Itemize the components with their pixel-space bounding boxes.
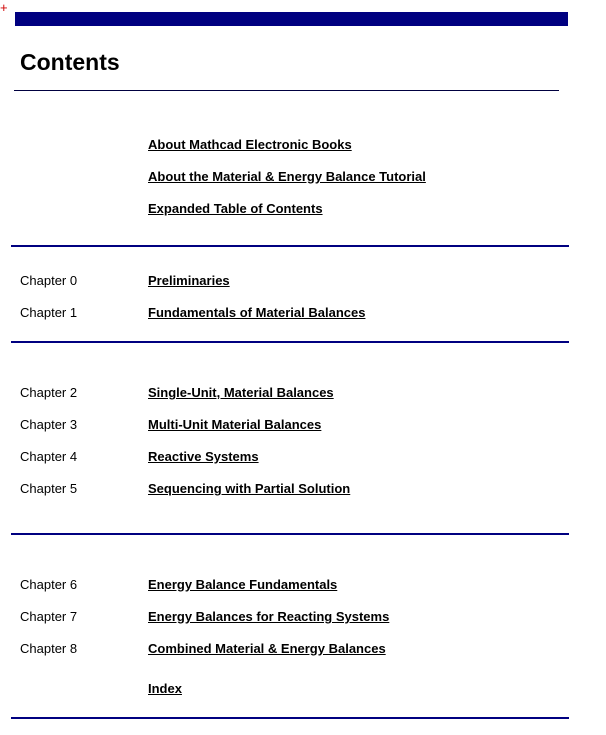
chapter-label: Chapter 4 bbox=[20, 449, 78, 464]
chapter-label: Chapter 3 bbox=[20, 417, 78, 432]
chapter-link[interactable]: Reactive Systems bbox=[148, 449, 259, 464]
chapter-label: Chapter 1 bbox=[20, 305, 78, 320]
link-about-mathcad-electronic-books[interactable]: About Mathcad Electronic Books bbox=[148, 137, 352, 152]
chapter-link[interactable]: Energy Balances for Reacting Systems bbox=[148, 609, 390, 624]
chapter-label: Chapter 7 bbox=[20, 609, 78, 624]
title-divider bbox=[14, 90, 559, 91]
section-divider bbox=[11, 533, 569, 535]
section-divider bbox=[11, 717, 569, 719]
chapter-link[interactable]: Preliminaries bbox=[148, 273, 230, 288]
page-title: Contents bbox=[20, 49, 120, 75]
crosshair-cursor-icon: + bbox=[0, 0, 8, 15]
chapter-link[interactable]: Energy Balance Fundamentals bbox=[148, 577, 338, 592]
chapter-link[interactable]: Fundamentals of Material Balances bbox=[148, 305, 366, 320]
chapter-link[interactable]: Single-Unit, Material Balances bbox=[148, 385, 334, 400]
link-about-material-energy-tutorial[interactable]: About the Material & Energy Balance Tutorial bbox=[148, 169, 426, 184]
chapter-label: Chapter 8 bbox=[20, 641, 78, 656]
chapter-link[interactable]: Combined Material & Energy Balances bbox=[148, 641, 386, 656]
chapter-link[interactable]: Sequencing with Partial Solution bbox=[148, 481, 351, 496]
chapter-link[interactable]: Multi-Unit Material Balances bbox=[148, 417, 322, 432]
chapter-label: Chapter 2 bbox=[20, 385, 78, 400]
chapter-label: Chapter 0 bbox=[20, 273, 78, 288]
chapter-label: Chapter 6 bbox=[20, 577, 78, 592]
chapter-label: Chapter 5 bbox=[20, 481, 78, 496]
link-expanded-table-of-contents[interactable]: Expanded Table of Contents bbox=[148, 201, 323, 216]
link-index[interactable]: Index bbox=[148, 681, 182, 696]
top-banner-bar bbox=[15, 12, 568, 26]
section-divider bbox=[11, 245, 569, 247]
section-divider bbox=[11, 341, 569, 343]
